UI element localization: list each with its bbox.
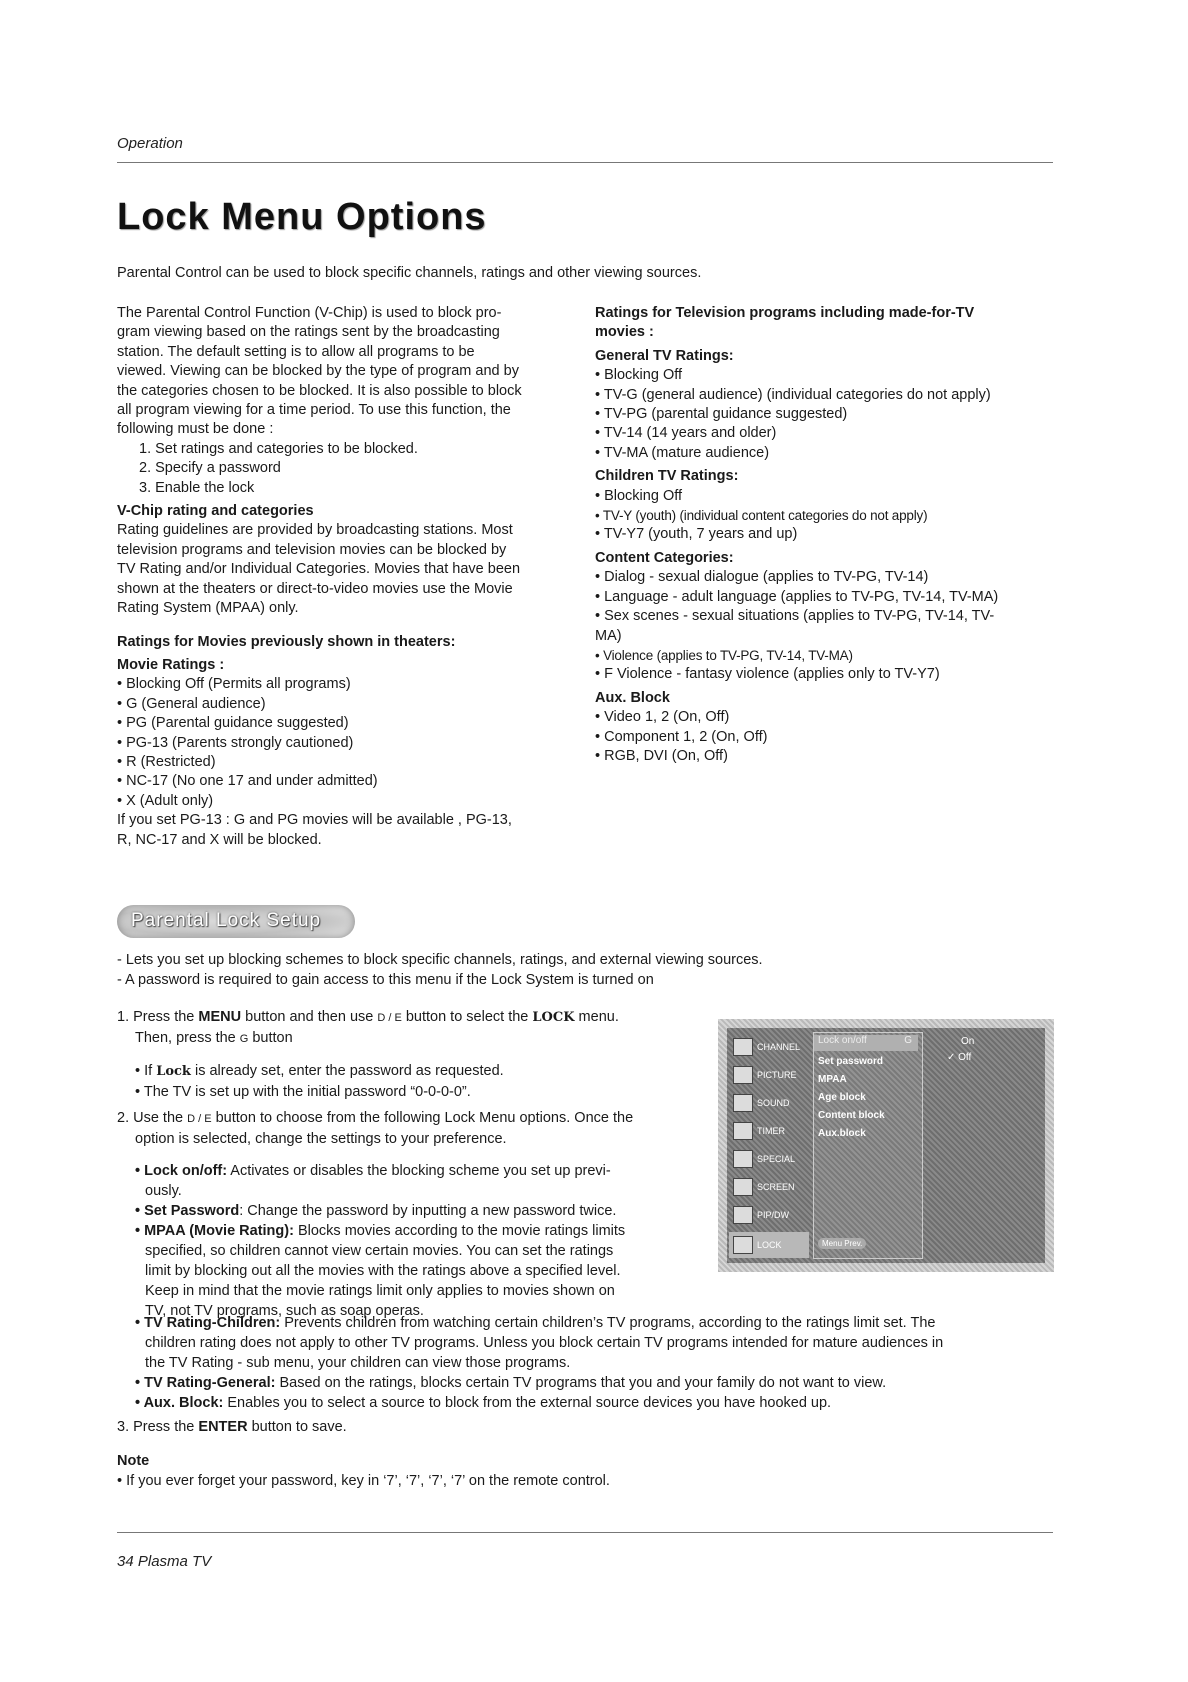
content-categories-heading: Content Categories: — [595, 549, 734, 566]
list-item: 1. Set ratings and categories to be blocked. — [139, 440, 418, 457]
arrow-keys: D / E — [187, 1113, 212, 1125]
list-item: • TV-G (general audience) (individual categories do not apply) — [595, 386, 991, 403]
osd-footer-buttons — [818, 1238, 866, 1249]
text: button — [248, 1030, 293, 1046]
list-item: • Component 1, 2 (On, Off) — [595, 728, 768, 745]
screen-icon — [733, 1178, 753, 1196]
text-line: If you set PG-13 : G and PG movies will be available , PG-13, — [117, 812, 512, 829]
sound-icon — [733, 1094, 753, 1112]
list-item: • TV-Y7 (youth, 7 years and up) — [595, 526, 798, 543]
page-title: Lock Menu Options — [117, 196, 487, 238]
movie-ratings-heading: Movie Ratings : — [117, 656, 225, 673]
vchip-intro — [117, 304, 577, 440]
text: Based on the ratings, blocks certain TV programs that you and your family do not want to view. — [275, 1375, 887, 1391]
osd-item-aux-block: Aux.block — [818, 1128, 866, 1139]
content-categories-list — [595, 568, 1055, 684]
text: : Change the password by inputting a new password twice. — [239, 1203, 617, 1219]
label: • Lock on/off: — [135, 1163, 228, 1179]
list-item: 3. Enable the lock — [139, 479, 255, 496]
label: • TV Rating-Children: — [135, 1315, 281, 1331]
lock-icon — [733, 1236, 753, 1254]
children-tv-heading: Children TV Ratings: — [595, 468, 739, 485]
text-line: ously. — [145, 1183, 182, 1199]
intro-dashes — [117, 951, 1057, 990]
list-item: • TV-MA (mature audience) — [595, 444, 770, 461]
label: SCREEN — [757, 1182, 795, 1192]
label: PICTURE — [757, 1070, 797, 1080]
footer-rule — [117, 1532, 1053, 1533]
tv-rating-children-item — [117, 1313, 1057, 1333]
aux-block-item — [117, 1393, 1057, 1413]
osd-option-off: ✓ Off — [947, 1052, 972, 1063]
special-icon — [733, 1150, 753, 1168]
label: SOUND — [757, 1098, 790, 1108]
lower-text — [117, 1313, 1057, 1491]
text: button to select the — [401, 1009, 533, 1025]
step-2 — [117, 1108, 687, 1129]
osd-tab-sound — [729, 1090, 809, 1116]
osd-option-on: On — [961, 1036, 975, 1047]
osd-tab-picture — [729, 1062, 809, 1088]
list-item: • Sex scenes - sexual situations (applies to TV-PG, TV-14, TV- — [595, 608, 995, 625]
section-header: Operation — [117, 135, 183, 152]
text: Enables you to select a source to block from the external source devices you have hooked up. — [223, 1395, 832, 1411]
osd-item-set-password: Set password — [818, 1056, 884, 1067]
label: PIP/DW — [757, 1210, 790, 1220]
list-item: • Blocking Off — [595, 367, 683, 384]
prev-button: Prev. — [844, 1239, 863, 1248]
step-1-line2 — [117, 1028, 687, 1049]
set-password-item — [117, 1201, 687, 1221]
channel-icon — [733, 1038, 753, 1056]
label: LOCK — [757, 1240, 782, 1250]
text-line: specified, so children cannot view certain movies. You can set the ratings — [145, 1243, 614, 1259]
text-line: all program viewing for a time period. To use this function, the — [117, 402, 511, 419]
intro-text: Parental Control can be used to block specific channels, ratings and other viewing sources. — [117, 265, 702, 281]
text: Activates or disables the blocking scheme you set up previ- — [227, 1163, 611, 1179]
text-line: Rating System (MPAA) only. — [117, 600, 299, 617]
page-footer: 34 Plasma TV — [117, 1553, 212, 1570]
setup-steps — [117, 440, 577, 498]
text-line: viewed. Viewing can be blocked by the type of program and by — [117, 363, 519, 380]
menu-key: MENU — [198, 1009, 242, 1025]
vchip-heading: V-Chip rating and categories — [117, 503, 314, 520]
text-line: following must be done : — [117, 421, 274, 438]
tv-rating-general-item — [117, 1373, 1057, 1393]
list-item: MA) — [595, 627, 622, 644]
label: • Set Password — [135, 1203, 240, 1219]
osd-item-content-block: Content block — [818, 1110, 885, 1121]
step-2-line2: option is selected, change the settings to your preference. — [135, 1131, 507, 1147]
children-tv-list — [595, 487, 1055, 545]
arrow-keys: D / E — [377, 1012, 402, 1024]
label: CHANNEL — [757, 1042, 801, 1052]
osd-tab-lock — [729, 1232, 809, 1258]
menu-button: Menu — [822, 1239, 843, 1248]
text-line: Keep in mind that the movie ratings limit only applies to movies shown on — [145, 1283, 615, 1299]
vchip-text — [117, 521, 577, 618]
label: • TV Rating-General: — [135, 1375, 276, 1391]
header-rule — [117, 162, 1053, 163]
text: • If — [135, 1063, 157, 1079]
text-line: the categories chosen to be blocked. It is also possible to block — [117, 382, 522, 399]
osd-item-mpaa: MPAA — [818, 1074, 847, 1085]
list-item: • Blocking Off — [595, 487, 683, 504]
tv-ratings-heading: Ratings for Television programs including made-for-TV — [595, 305, 975, 321]
text: 2. Use the — [117, 1110, 188, 1126]
list-item: • F Violence - fantasy violence (applies only to TV-Y7) — [595, 666, 940, 683]
osd-lock-menu — [813, 1032, 923, 1259]
text-line: the TV Rating - sub menu, your children can view those programs. — [145, 1355, 571, 1371]
enter-key: ENTER — [198, 1419, 248, 1435]
osd-sidebar — [727, 1028, 809, 1263]
lock-key: LOCK — [532, 1010, 575, 1025]
text-line: limit by blocking out all the movies with the ratings above a specified level. — [145, 1263, 621, 1279]
osd-tab-screen — [729, 1174, 809, 1200]
text: is already set, enter the password as requested. — [190, 1063, 504, 1079]
right-column — [595, 304, 1055, 766]
lock-word: Lock — [156, 1064, 191, 1079]
list-item: • PG-13 (Parents strongly cautioned) — [117, 734, 354, 751]
osd-panel — [727, 1028, 1045, 1263]
aux-block-heading: Aux. Block — [595, 689, 670, 706]
list-item: • G (General audience) — [117, 695, 266, 712]
list-item: • TV-Y (youth) (individual content categories do not apply) — [595, 508, 928, 524]
left-column — [117, 304, 577, 850]
text: menu. — [574, 1009, 619, 1025]
step-1-bullet — [117, 1061, 687, 1082]
text: button to choose from the following Lock Menu options. Once the — [211, 1110, 634, 1126]
text-line: TV Rating and/or Individual Categories. Movies that have been — [117, 561, 521, 578]
text: Blocks movies according to the movie ratings limits — [293, 1223, 626, 1239]
list-item: 2. Specify a password — [139, 460, 281, 477]
list-item: • RGB, DVI (On, Off) — [595, 747, 728, 764]
text-line: The Parental Control Function (V-Chip) is used to block pro- — [117, 305, 502, 321]
text-line: children rating does not apply to other TV programs. Unless you block certain TV programs intended for mature audiences in — [145, 1335, 944, 1351]
osd-tab-channel — [729, 1034, 809, 1060]
text-line: television programs and television movies can be blocked by — [117, 541, 507, 558]
text: button to save. — [247, 1419, 347, 1435]
list-item: • Video 1, 2 (On, Off) — [595, 709, 730, 726]
step-3 — [117, 1417, 1057, 1437]
text: button and then use — [241, 1009, 378, 1025]
text-line: shown at the theaters or direct-to-video movies use the Movie — [117, 580, 513, 597]
list-item: • PG (Parental guidance suggested) — [117, 715, 349, 732]
timer-icon — [733, 1122, 753, 1140]
banner-label: Parental Lock Setup — [131, 910, 322, 931]
arrow-right-icon: G — [904, 1035, 912, 1046]
general-tv-list — [595, 366, 1055, 463]
lock-onoff-item — [117, 1161, 687, 1181]
pip-icon — [733, 1206, 753, 1224]
section-banner — [117, 905, 355, 938]
text-line: station. The default setting is to allow all programs to be — [117, 343, 475, 360]
osd-tab-special — [729, 1146, 809, 1172]
lock-menu-screenshot — [718, 1019, 1054, 1272]
note-text: • If you ever forget your password, key in ‘7’, ‘7’, ‘7’, ‘7’ on the remote control. — [117, 1473, 610, 1489]
list-item: • Dialog - sexual dialogue (applies to TV-PG, TV-14) — [595, 569, 929, 586]
text-line: R, NC-17 and X will be blocked. — [117, 831, 322, 848]
label: Lock on/off — [818, 1035, 867, 1046]
movie-ratings-list — [117, 675, 577, 811]
aux-block-list — [595, 708, 1055, 766]
list-item: • TV-PG (parental guidance suggested) — [595, 406, 848, 423]
tv-ratings-heading-cont: movies : — [595, 324, 654, 341]
list-item: • Language - adult language (applies to TV-PG, TV-14, TV-MA) — [595, 588, 999, 605]
list-item: • Violence (applies to TV-PG, TV-14, TV-MA) — [595, 647, 853, 663]
step-1 — [117, 1007, 687, 1028]
movies-heading: Ratings for Movies previously shown in theaters: — [117, 633, 456, 650]
osd-item-lock-onoff — [814, 1035, 918, 1051]
dash-item: - Lets you set up blocking schemes to block specific channels, ratings, and external viewing sources. — [117, 952, 763, 968]
list-item: • R (Restricted) — [117, 753, 216, 770]
text: Prevents children from watching certain children’s TV programs, according to the ratings limit set. The — [280, 1315, 936, 1331]
text-line: gram viewing based on the ratings sent by the broadcasting — [117, 324, 500, 341]
dash-item: - A password is required to gain access to this menu if the Lock System is turned on — [117, 971, 654, 988]
steps-block — [117, 1007, 687, 1321]
text-line: Rating guidelines are provided by broadcasting stations. Most — [117, 522, 513, 539]
list-item: • TV-14 (14 years and older) — [595, 425, 777, 442]
label: SPECIAL — [757, 1154, 796, 1164]
text: 1. Press the — [117, 1009, 199, 1025]
osd-tab-timer — [729, 1118, 809, 1144]
note-heading: Note — [117, 1453, 150, 1469]
mpaa-item — [117, 1221, 687, 1241]
list-item: • X (Adult only) — [117, 792, 214, 809]
label: TIMER — [757, 1126, 785, 1136]
general-tv-heading: General TV Ratings: — [595, 347, 734, 364]
step-1-bullet: • The TV is set up with the initial password “0-0-0-0”. — [135, 1084, 471, 1100]
g-key: G — [239, 1033, 249, 1045]
text-line: TV, not TV programs, such as soap operas. — [145, 1303, 424, 1319]
label: • MPAA (Movie Rating): — [135, 1223, 294, 1239]
text: Then, press the — [135, 1030, 240, 1046]
osd-item-age-block: Age block — [818, 1092, 866, 1103]
text: 3. Press the — [117, 1419, 199, 1435]
osd-tab-pipdw — [729, 1202, 809, 1228]
label: • Aux. Block: — [135, 1395, 224, 1411]
list-item: • Blocking Off (Permits all programs) — [117, 676, 351, 693]
list-item: • NC-17 (No one 17 and under admitted) — [117, 773, 378, 790]
picture-icon — [733, 1066, 753, 1084]
